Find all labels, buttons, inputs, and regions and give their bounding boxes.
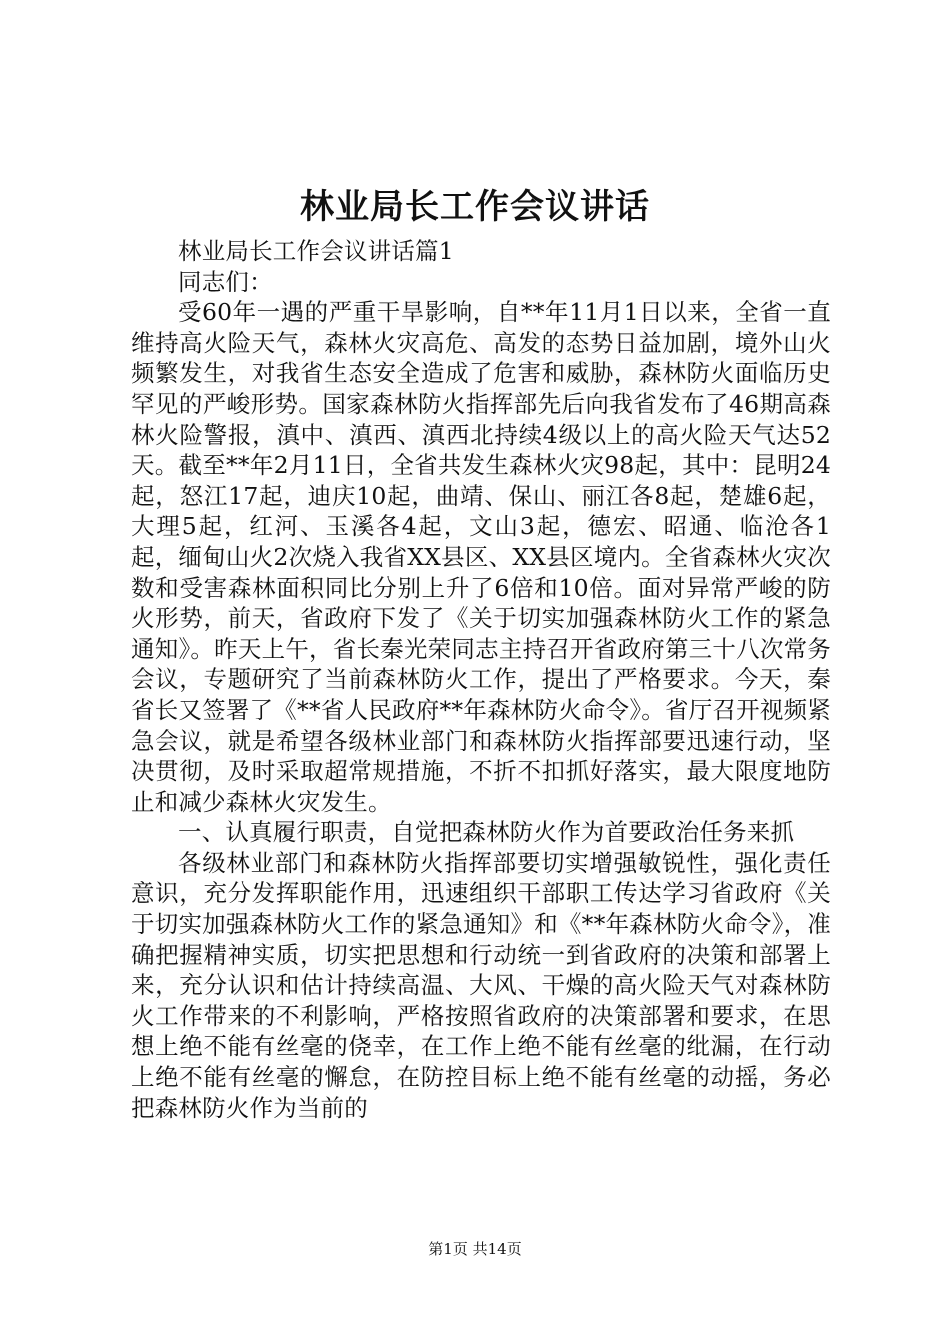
paragraph-situation: 受60年一遇的严重干旱影响，自**年11月1日以来，全省一直维持高火险天气，森林火灾高危、高发的态势日益加剧，境外山火频繁发生，对我省生态安全造成了危害和威胁，森林防火面临历史罕见的严峻形势。国家森林防火指挥部先后向我省发布了46期高森林火险警报，滇中、滇西、滇西北持续4级以上的高火险天气达52天。截至**年2月11日，全省共发生森林火灾98起，其中：昆明24起，怒江17起，迪庆10起，曲靖、保山、丽江各8起，楚雄6起，大理5起，红河、玉溪各4起，文山3起，德宏、昭通、临沧各1起，缅甸山火2次烧入我省XX县区、XX县区境内。全省森林火灾次数和受害森林面积同比分别上升了6倍和10倍。面对异常严峻的防火形势，前天，省政府下发了《关于切实加强森林防火工作的紧急通知》。昨天上午，省长秦光荣同志主持召开省政府第三十八次常务会议，专题研究了当前森林防火工作，提出了严格要求。今天，秦省长又签署了《**省人民政府**年森林防火命令》。省厅召开视频紧急会议，就是希望各级林业部门和森林防火指挥部要迅速行动，坚决贯彻，及时采取超常规措施，不折不扣抓好落实，最大限度地防止和减少森林火灾发生。 [131, 298, 831, 816]
paragraph-salutation: 同志们： [178, 267, 273, 296]
document-title: 林业局长工作会议讲话 [300, 187, 650, 227]
paragraph-duties: 各级林业部门和森林防火指挥部要切实增强敏锐性，强化责任意识，充分发挥职能作用，迅速组织干部职工传达学习省政府《关于切实加强森林防火工作的紧急通知》和《**年森林防火命令》，准确把握精神实质，切实把思想和行动统一到省政府的决策和部署上来，充分认识和估计持续高温、大风、干燥的高火险天气对森林防火工作带来的不利影响，严格按照省政府的决策部署和要求，在思想上绝不能有丝毫的侥幸，在工作上绝不能有丝毫的纰漏，在行动上绝不能有丝毫的懈怠，在防控目标上绝不能有丝毫的动摇，务必把森林防火作为当前的 [131, 848, 831, 1122]
paragraph-subtitle: 林业局长工作会议讲话篇1 [178, 237, 454, 265]
page-footer: 第1页 共14页 [428, 1240, 522, 1258]
paragraph-section-heading: 一、认真履行职责，自觉把森林防火作为首要政治任务来抓 [178, 818, 795, 847]
document-body [131, 236, 831, 1123]
